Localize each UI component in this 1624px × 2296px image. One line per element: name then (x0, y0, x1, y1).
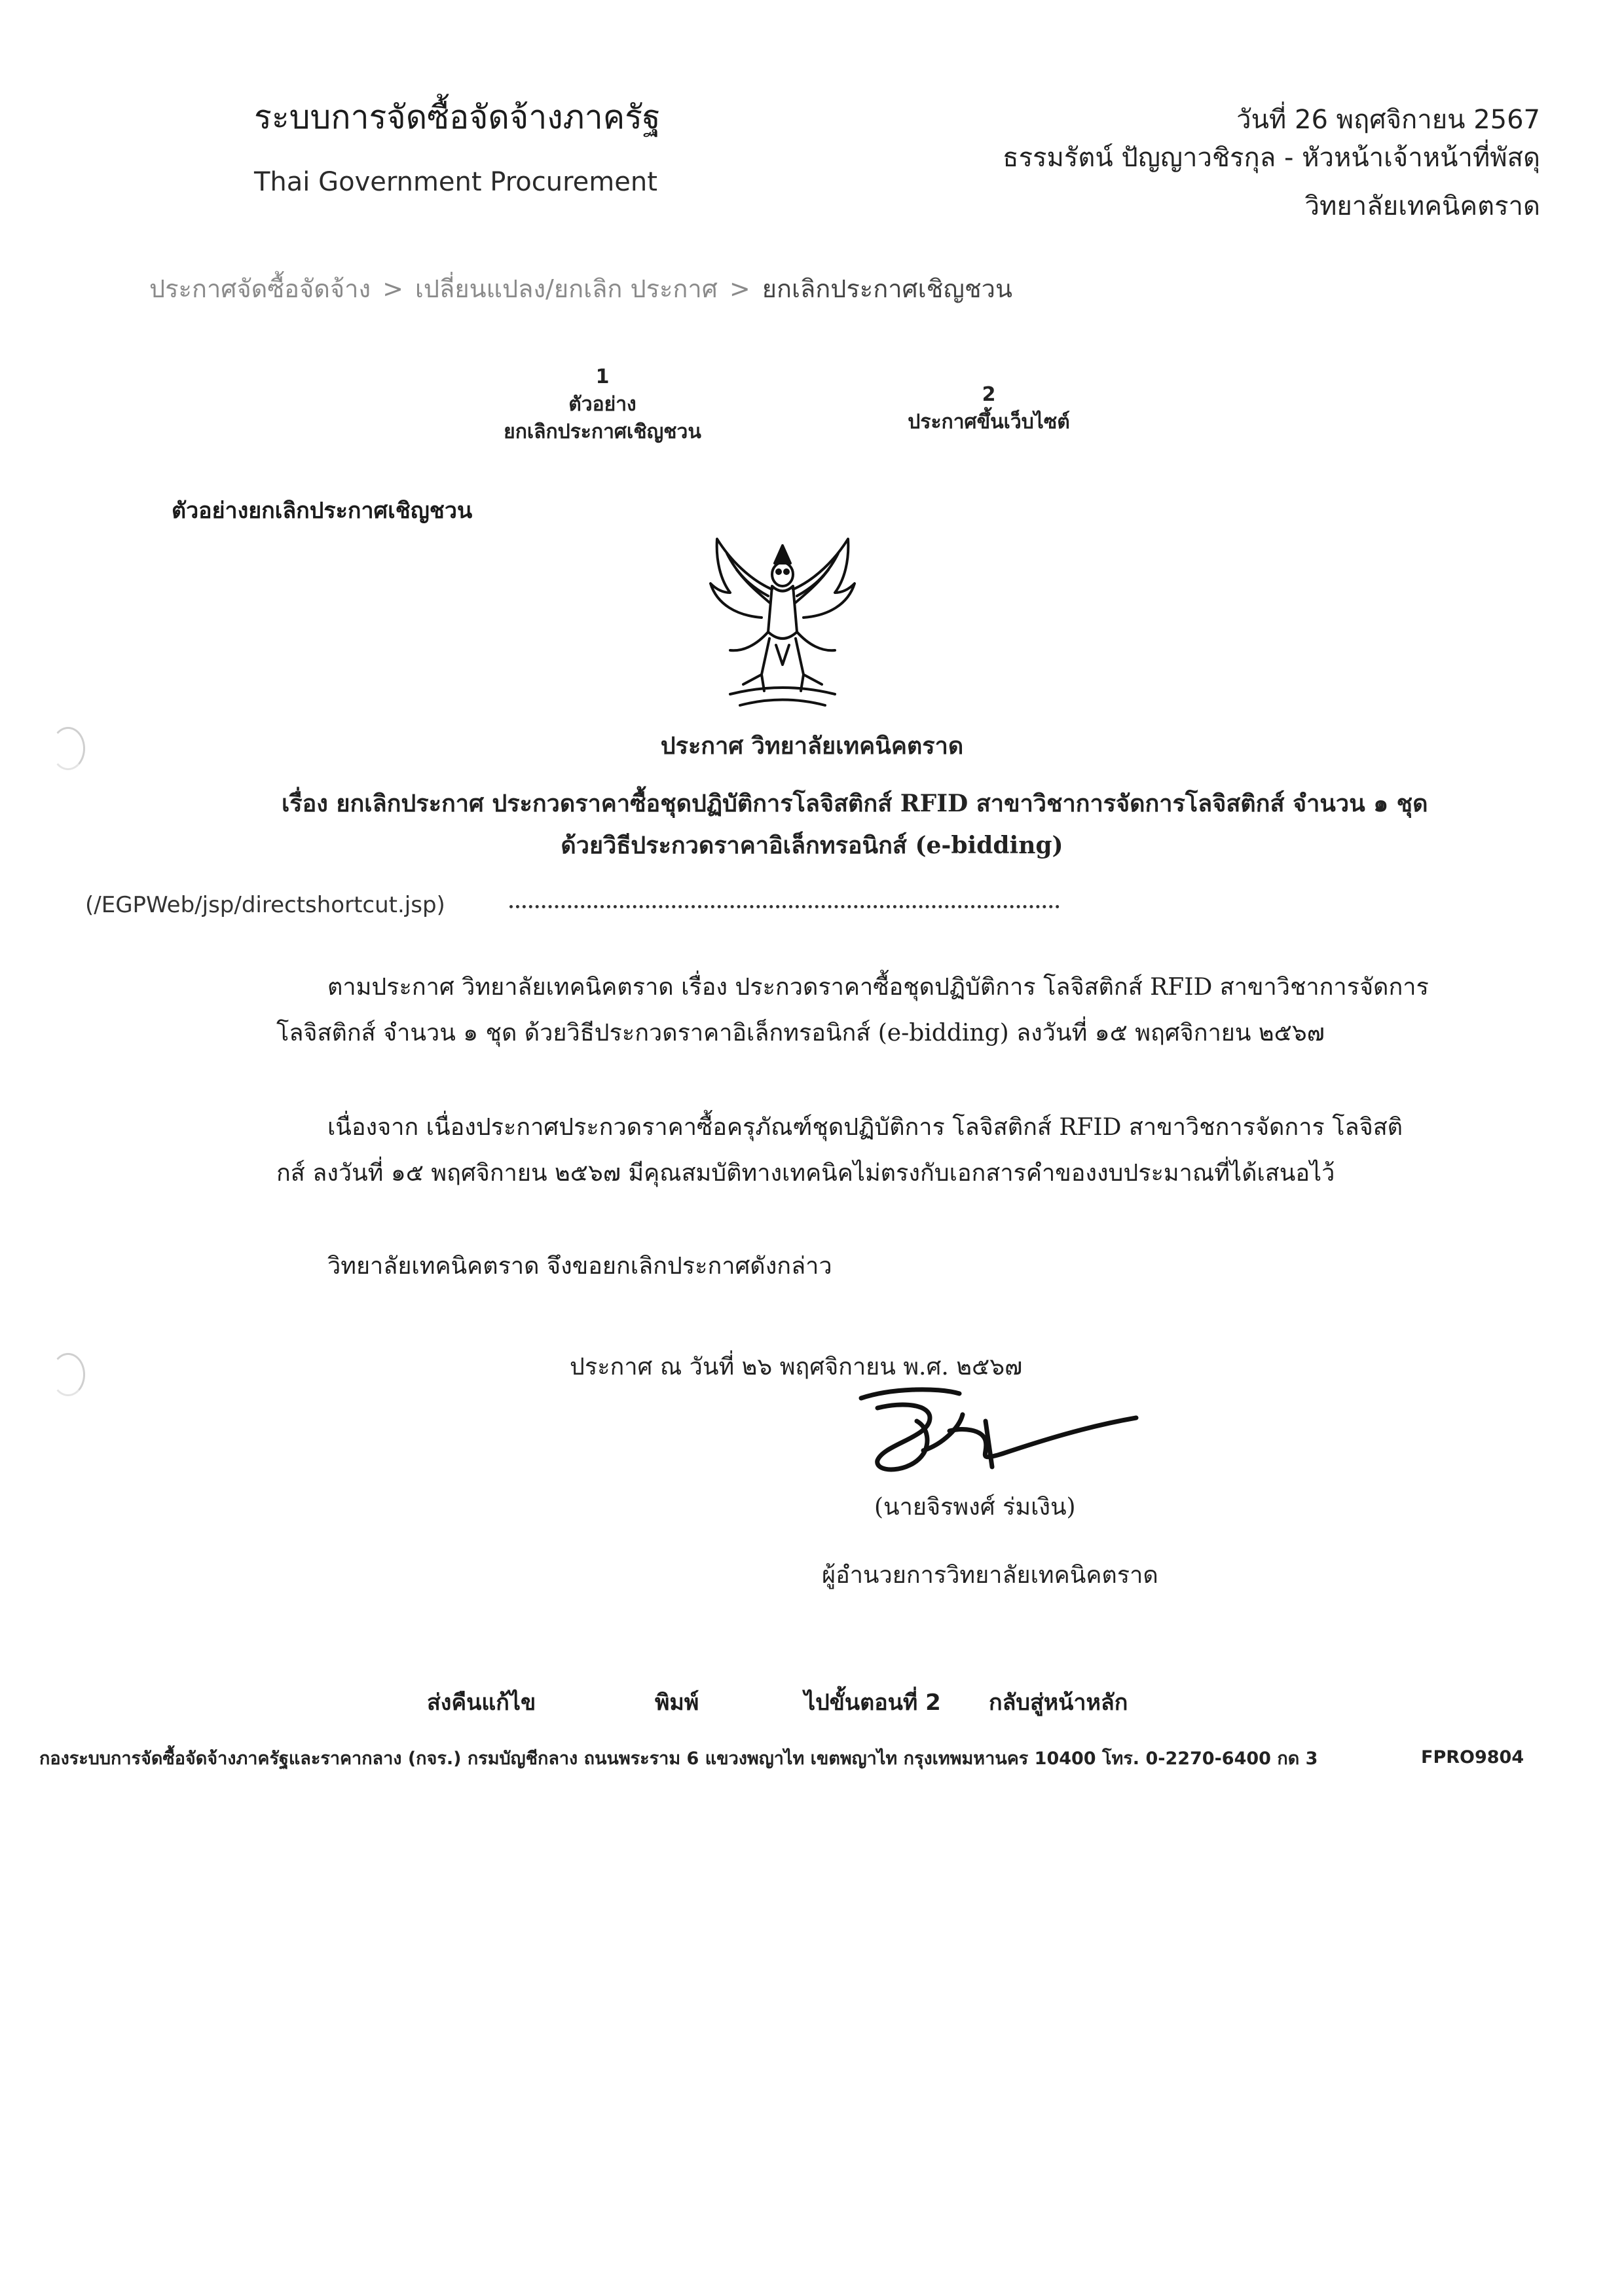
return-for-edit-button[interactable]: ส่งคืนแก้ไข (427, 1690, 536, 1716)
signer-name: (นายจิรพงศ์ ร่มเงิน) (874, 1494, 1076, 1521)
dotted-divider (509, 898, 1060, 908)
back-to-home-button[interactable]: กลับสู่หน้าหลัก (989, 1690, 1128, 1716)
shortcut-link[interactable]: (/EGPWeb/jsp/directshortcut.jsp) (85, 892, 445, 918)
header-organization: วิทยาลัยเทคนิคตราด (1304, 191, 1540, 221)
section-heading: ตัวอย่างยกเลิกประกาศเชิญชวน (172, 498, 473, 524)
footer-address: กองระบบการจัดซื้อจัดจ้างภาครัฐและราคากลาง (กจร.) กรมบัญชีกลาง ถนนพระราม 6 แขวงพญาไท เขตพญาไท กรุงเทพมหานคร 10400 โทร. 0-2270-6400 กด 3 (39, 1749, 1318, 1769)
footer-page-code: FPRO9804 (1421, 1747, 1524, 1768)
paragraph-2-line-2: กส์ ลงวันที่ ๑๕ พฤศจิกายน ๒๕๖๗ มีคุณสมบัติทางเทคนิคไม่ตรงกับเอกสารคำของงบประมาณที่ได้เสนอไว้ (276, 1160, 1335, 1187)
announcement-issuer: ประกาศ วิทยาลัยเทคนิคตราด (660, 732, 964, 760)
step-2[interactable] (851, 381, 1126, 436)
garuda-emblem-icon (691, 534, 874, 714)
system-title: ระบบการจัดซื้อจัดจ้างภาครัฐ (254, 98, 661, 136)
breadcrumb-separator: > (382, 274, 403, 303)
punch-hole-mark (51, 1353, 85, 1396)
step-number: 2 (982, 383, 996, 406)
breadcrumb-separator: > (729, 274, 750, 303)
breadcrumb-item-procurement[interactable]: ประกาศจัดซื้อจัดจ้าง (149, 274, 371, 303)
header-user: ธรรมรัตน์ ปัญญาวชิรกุล - หัวหน้าเจ้าหน้าที่พัสดุ (1003, 143, 1540, 173)
system-subtitle: Thai Government Procurement (254, 167, 657, 197)
breadcrumb-item-change-cancel[interactable]: เปลี่ยนแปลง/ยกเลิก ประกาศ (415, 274, 718, 303)
step-label-line2: ยกเลิกประกาศเชิญชวน (504, 420, 701, 443)
header-date: วันที่ 26 พฤศจิกายน 2567 (1236, 105, 1540, 135)
next-step-button[interactable]: ไปขั้นตอนที่ 2 (804, 1690, 941, 1716)
paragraph-2-line-1: เนื่องจาก เนื่องประกาศประกวดราคาซื้อครุภัณฑ์ชุดปฏิบัติการ โลจิสติกส์ RFID สาขาวิชการจัดการ โลจิสติ (327, 1114, 1403, 1141)
breadcrumb (149, 268, 1012, 308)
handwritten-signature (851, 1382, 1153, 1487)
paragraph-1-line-2: โลจิสติกส์ จำนวน ๑ ชุด ด้วยวิธีประกวดราคาอิเล็กทรอนิกส์ (e-bidding) ลงวันที่ ๑๕ พฤศจิกายน ๒๕๖๗ (276, 1020, 1325, 1046)
punch-hole-mark (51, 727, 85, 770)
announcement-subject-line1: เรื่อง ยกเลิกประกาศ ประกวดราคาซื้อชุดปฏิบัติการโลจิสติกส์ RFID สาขาวิชาการจัดการโลจิสติกส์ จำนวน ๑ ชุด (282, 790, 1428, 817)
step-label-line1: ตัวอย่าง (568, 393, 637, 416)
announced-date: ประกาศ ณ วันที่ ๒๖ พฤศจิกายน พ.ศ. ๒๕๖๗ (570, 1354, 1023, 1380)
step-number: 1 (595, 365, 610, 388)
announcement-subject-line2: ด้วยวิธีประกวดราคาอิเล็กทรอนิกส์ (e-bidding) (561, 832, 1063, 859)
paragraph-3: วิทยาลัยเทคนิคตราด จึงขอยกเลิกประกาศดังกล่าว (327, 1253, 832, 1280)
breadcrumb-item-current: ยกเลิกประกาศเชิญชวน (762, 274, 1012, 303)
step-label-line1: ประกาศขึ้นเว็บไซต์ (908, 411, 1070, 434)
paragraph-1-line-1: ตามประกาศ วิทยาลัยเทคนิคตราด เรื่อง ประกวดราคาซื้อชุดปฏิบัติการ โลจิสติกส์ RFID สาขาวิชาการจัดการ (327, 974, 1429, 1001)
step-1[interactable] (471, 363, 733, 446)
print-button[interactable]: พิมพ์ (655, 1690, 699, 1716)
signer-title: ผู้อำนวยการวิทยาลัยเทคนิคตราด (822, 1562, 1158, 1589)
